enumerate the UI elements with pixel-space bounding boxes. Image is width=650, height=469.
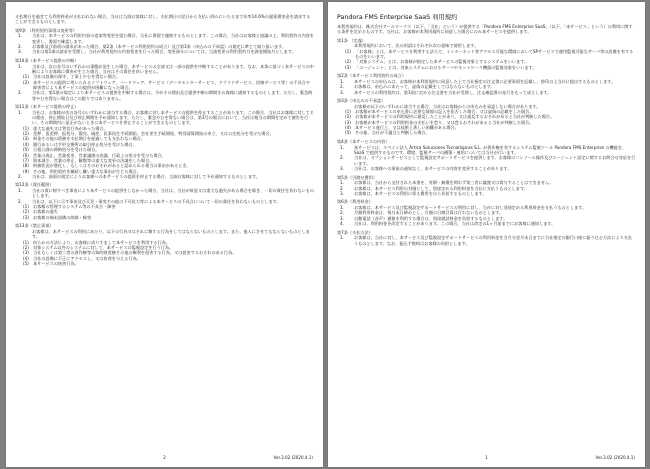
list-item-number: (5): [23, 261, 29, 267]
intro-text: 支払期日を過ぎても利用料金が支払われない場合、当社は当該お客様に対し、支払期日の翌日から支払い済みにいたるまで年率14.6%の遅延損害金を請求することができるものとします。: [15, 14, 311, 25]
paragraph-number: 1.: [18, 33, 22, 39]
list-item-number: (1): [23, 74, 29, 80]
page-body: [15, 14, 314, 449]
paragraph: [15, 229, 314, 240]
paragraph-text: お客様は、本サービス及び監視設定サポートサービスの利用に対し、当社に対し別途定める利用料金を支払うものとします。: [354, 205, 587, 211]
list-item-number: (5): [23, 147, 29, 153]
paragraph-text: 当社は、お客様が次の各号のいずれかに該当する場合、お客様に対し本サービスの提供を停止することがあります。この場合、当社はお客様に対してその理由、停止開始日及び停止期間を予め通知します。ただし、緊急やむを得ない場合は、第3号の場合において、当社は相当の期間を定めて催告を行い、その期間内に是正がないときに本サービスを停止することができるものとします。: [32, 109, 314, 126]
list-item-text: 銀行あるいは手形交換所の取引停止処分を受けた場合。: [33, 141, 137, 147]
list-item-text: お客様が本サービスの利用規約に違反したことがあり、又は違反するおそれがあると当社が判断した場合。: [355, 114, 555, 120]
paragraph-text: 当社は、第1項の規定により本サービスの提供を中断する場合は、予めその理由及び提供中断の期間をお客様に通知するものとします。ただし、緊急時等やむを得ない場合はこの限りではありません。: [32, 90, 313, 101]
paragraph-text: 本サービスの申込みは、お客様が本利用規約に同意した上で当社指定の注文書に必要事項を記載し、捺印の上当社に提出するものとします。: [354, 78, 616, 84]
paragraph-number: 1.: [340, 180, 344, 186]
paragraph-text: 自動電話（音声）通報を利用する場合は、別途通話料金を負担するものとします。: [354, 215, 508, 221]
page-footer: [328, 455, 645, 461]
paragraph-number: 2.: [18, 90, 22, 96]
paragraph-text: お客様及び前項の請求があった場合、第2条（本サービス利用契約の成立）及び第3条（申込みの不承認）の規定に準じて取り扱います。: [32, 44, 286, 50]
intro-text: 本利用規約は、株式会社アールワークス（以下、「当社」という）が提供する「Pandora FMS Enterprise SaaS」（以下、「本サービス」という）の利用に関する条件を定めるものです。当社は、お客様が本利用規約に同意した場合にのみ本サービスを提供します。: [337, 24, 633, 35]
article-section: [337, 98, 636, 136]
list-item-text: お客様の過失: [33, 209, 58, 215]
paragraph-text: お客様は、本サービスの利用に係る費用を自ら負担するものとします。: [354, 190, 487, 196]
list-item-number: (8): [23, 163, 29, 169]
paragraph-text: 本サービスは、スペイン法人 Ártica Soluciones Tecnológicas S.L. が著作権を有するシステム監視ツール Pandora FMS Enterprise の機能を、SaaS で提供するものです。環境、監視サーバの構築・運用については当社が行います。: [354, 144, 627, 155]
list-item-text: その他、当社が不適当と判断した場合。: [355, 130, 430, 136]
list-item-text: 資本減少、営業の停止、解散等の重大な変更の決議をした場合。: [33, 157, 154, 163]
list-item-text: 重大な過失又は背信行為があった場合。: [33, 125, 108, 131]
article-heading: 第12条（責任範囲）: [15, 182, 54, 188]
list-item-number: (1): [23, 239, 29, 245]
list-item-number: (1): [345, 48, 351, 54]
list-item-number: (7): [23, 157, 29, 163]
paragraph-number: 3.: [340, 190, 344, 196]
list-item-text: 差押、仮差押、仮処分、競売、破産、民事再生手続開始、会社更生手続開始、特別清算開始の申立、又は公売処分を受けた場合。: [33, 131, 274, 137]
list-item-number: (1): [23, 204, 29, 210]
list-item-number: (2): [23, 131, 29, 137]
list-item-text: お客様が本サービスの申込書に必要な情報の記入を拒否した場合、又は虚偽の記載をした場合。: [355, 109, 534, 115]
paragraph-text: お客様が以下のいずれかに該当する場合、当社はお客様からの申込みを承認しない場合があります。: [354, 103, 541, 109]
list-item-text: 料金その他の債務を支払期日を経過しても支払わない場合。: [33, 136, 146, 142]
list-item-text: 何らかの方法により、お客様に成りすまして本サービスを利用する行為。: [33, 239, 170, 245]
list-item-text: 本サービス遂行上、又は技術上著しい困難がある場合。: [355, 125, 459, 131]
paragraph-text: 当社は、お客様への事前の通知なく、本サービスの内容を変更することがあります。: [354, 166, 512, 171]
list-item: [15, 215, 314, 220]
article-section: [337, 38, 636, 70]
article-heading: 第2条（本サービス利用契約の成立）: [337, 73, 407, 79]
list-item-number: (6): [23, 152, 29, 158]
list-item-number: (3): [23, 136, 29, 142]
article-heading: 第13条（禁止事項）: [15, 223, 54, 229]
paragraph-text: お客様は、当社から交付された本書を、有償・無償を問わず第三者に譲渡又は貸与することはできません。: [354, 180, 554, 186]
paragraph: [15, 49, 314, 54]
list-item-text: お客様が本サービスの利用料金の支払いを怠り、又は怠るおそれがあると当社が判断した場合。: [355, 119, 534, 125]
paragraph: [337, 221, 636, 226]
article-section: [337, 199, 636, 226]
article-heading: 第4条（本サービスの内容）: [337, 138, 390, 144]
list-item-number: (3): [345, 64, 351, 70]
article-section: [15, 104, 314, 179]
list-item-number: (4): [345, 125, 351, 131]
page-body: [337, 14, 636, 449]
list-item-number: (4): [23, 141, 29, 147]
paragraph-number: 2.: [18, 173, 22, 179]
document-page-1: [328, 2, 645, 467]
paragraph-number: 3.: [340, 166, 344, 171]
paragraph: [337, 90, 636, 95]
list-item: [15, 80, 314, 91]
list-item-number: (4): [23, 255, 29, 261]
paragraph: [15, 33, 314, 44]
paragraph-text: 当社は、以下に示す事由及び天災・事変その他の不可抗力等による本サービスの不具合について一切の責任を負わないものとします。: [32, 198, 281, 204]
article-heading: 第9条 （利用契約事項の変更等）: [15, 27, 78, 33]
paragraph-text: 当社の責に帰すべき事由により本サービスの提供をしなかった場合、当社は、当社が故意又は重大な過失がある場合を除き、一切の責任を負わないものとします。: [32, 188, 314, 199]
list-item-text: 営業の廃止、営業変更、営業譲渡の決議、行政上の処分を受けた場合。: [33, 152, 166, 158]
paragraph-number: 2.: [340, 185, 344, 191]
paragraph: [337, 166, 636, 171]
list-item-text: 「お客様」とは、本サービスを利用する法人で、インターネット等アクセス可能な環境においてSPサービスで運用監視可能なサーバ等の設備を有するものをいいます。: [355, 48, 634, 60]
paragraph-number: 1.: [340, 235, 344, 241]
list-item-number: (3): [345, 119, 351, 125]
list-item-text: お客様の管理するシステム等の不具合・障害: [33, 204, 116, 210]
list-item-number: (2): [23, 209, 29, 215]
list-item-number: (5): [345, 130, 351, 136]
paragraph: [15, 90, 314, 101]
paragraph-number: 2.: [18, 198, 22, 204]
article-list: [15, 28, 314, 267]
list-item-text: 財務状況が悪化し、もしくはそのおそれがあると認められる相当の事由があるとき。: [33, 163, 191, 169]
paragraph: [15, 188, 314, 199]
list-item-number: (2): [345, 59, 351, 65]
paragraph-text: お客様は、本サービスの利用にあたり、以下の行為又はそれに類する行為をしてはならないものとします。また、他人にさせてもならないものとします。: [32, 228, 310, 240]
document-page-2: [6, 2, 323, 467]
list-item-number: (2): [345, 114, 351, 120]
paragraph-text: 月額利用料金は、毎月末日締めとし、月額の日割計算は行わないものとします。: [354, 210, 504, 216]
paragraph-text: 当社は、前項の規定によりお客様への本サービスの提供を停止する場合、当該お客様に対して予め通知するものとします。: [32, 173, 260, 179]
paragraph-text: 当社は、利用料金を改定することがあります。この場合、当社は改定の1ヶ月前までにお客様に通知します。: [354, 221, 556, 227]
article-heading: 第10条（本サービス提供の中断）: [15, 57, 79, 63]
list-item-text: 本サービスの妨害行為。: [33, 261, 79, 267]
list-item-number: (3): [23, 214, 29, 220]
paragraph-number: 2.: [340, 210, 344, 216]
article-list: [337, 38, 636, 246]
article-section: [337, 175, 636, 197]
paragraph-text: 本利用規約において、次の用語はそれぞれ次の意味で使用します。: [354, 43, 479, 49]
paragraph-number: 2.: [340, 155, 344, 161]
paragraph-text: お客様は、本サービス利用の対価として、別途定める利用料金を当社に支払うものとします。: [354, 185, 528, 191]
paragraph-number: 4.: [340, 221, 344, 227]
article-heading: 第5条（引渡せ費用）: [337, 174, 377, 180]
list-item-text: お客様の端末設備の故障・障害: [33, 214, 92, 220]
paragraph-number: 1.: [340, 78, 344, 84]
paragraph-text: お客様は、申込みにあたって、虚偽の記載をしてはならないものとします。: [354, 84, 495, 90]
paragraph-text: 当社は第1項の請求を受理し、当社が利用契約の内容変更を行った場合、変更部分については、当該変更の利用契約月を課金開始月とします。: [32, 49, 296, 55]
page-number: 2: [163, 455, 166, 460]
list-item-number: (2): [23, 79, 29, 85]
article-heading: 第3条（申込みの不承認）: [337, 98, 386, 104]
page-footer: [6, 455, 323, 461]
list-item: [337, 65, 636, 70]
version-label: Ver.3.02 (2020.4.1): [273, 455, 313, 460]
article-section: [337, 139, 636, 171]
paragraph-text: 当社は、本サービスの利用内容の追加等変更を望む場合、当社に書面で連絡するものとします。この場合、当社はお客様と協議の上、利用契約の内容を変更し、書面で確認します。: [32, 33, 314, 44]
list-item-text: 対象システム以外のシステムに対して、本サービスの監視設定を行う行為。: [33, 244, 174, 250]
document-title: Pandora FMS Enterprise SaaS 利用規約: [337, 14, 458, 21]
list-item-number: (1): [23, 125, 29, 131]
list-item-number: (3): [23, 250, 29, 256]
paragraph-text: 本サービスの利用契約は、第1項に定める注文書を当社が受理し、注文確認書の発行をもって成立します。: [354, 89, 552, 95]
paragraph-number: 2.: [340, 84, 344, 90]
article-heading: 第1条 （定義）: [337, 37, 366, 43]
paragraph: [15, 174, 314, 179]
article-heading: 第7条（支払方法）: [337, 229, 373, 235]
list-item-number: (1): [345, 109, 351, 115]
paragraph-number: [15, 229, 32, 240]
paragraph-number: 2.: [18, 44, 22, 50]
article-section: [337, 230, 636, 246]
list-item-number: (9): [23, 168, 29, 174]
version-label: Ver.3.02 (2020.4.1): [595, 455, 635, 460]
article-heading: 第11条（本サービス提供の停止）: [15, 104, 79, 110]
page-number: 1: [485, 455, 488, 460]
paragraph: [337, 155, 636, 166]
paragraph-number: 1.: [340, 144, 344, 150]
paragraph-number: 3.: [18, 49, 22, 55]
list-item-text: その他、利用契約を継続し難い重大な事由が生じた場合。: [33, 168, 141, 174]
paragraph-number: 3.: [340, 215, 344, 221]
paragraph: [15, 110, 314, 126]
list-item: [15, 261, 314, 266]
article-section: [15, 223, 314, 266]
paragraph-number: 3.: [340, 89, 344, 95]
article-section: [15, 28, 314, 55]
paragraph-text: 当社は、オプションサービスとして監視設定サポートサービスを提供します。お客様のコンソール操作及びエージェント設定に関するお問合せ対応を行います。: [354, 155, 636, 166]
list-item-text: 当社の設備に不正にアクセスし、又は負荷を与える行為。: [33, 255, 141, 261]
paragraph-number: 1.: [18, 109, 22, 115]
list-item-text: 公租公課の滞納処分を受けた場合。: [33, 147, 100, 153]
list-item-text: 本サービスの提供に用いられるソフトウェア、ハードウェア、サービス（データセンターサービス、クラウドサービス、回線サービス等）の不具合や障害等により本サービスの提供が困難になった場合。: [33, 79, 311, 90]
paragraph: [337, 145, 636, 156]
list-item: [337, 49, 636, 60]
list-item-text: 「対象システム」とは、お客様が指定した本サービスの監視対象とするシステムをいいます。: [355, 59, 529, 65]
list-item-text: 当社もしくは第三者の著作権等の知的財産権その他の権利を侵害する行為、又は侵害するおそれのある行為。: [33, 250, 237, 256]
article-section: [337, 73, 636, 95]
list-item-text: 当社の設備の保守、工事上やむを得ない場合。: [33, 74, 121, 80]
paragraph-number: 1.: [340, 205, 344, 211]
paragraph-text: 当社は、次の各号のいずれかの事態が発生した場合、本サービスの全部又は一部の提供を中断することがあります。なお、本条に基づく本サービスの中断によりお客様に損害が生じた場合、当社はその責任を負いません。: [32, 63, 314, 74]
article-section: [15, 58, 314, 101]
list-item-text: 「エージェント」とは、対象システムにおけるサーバやネットワーク機器の監視対象をいいます。: [355, 64, 537, 70]
list-item-number: (2): [23, 244, 29, 250]
paragraph-number: 1.: [18, 63, 22, 69]
paragraph: [15, 64, 314, 75]
article-heading: 第6条（利用料金）: [337, 199, 373, 205]
list-item: [337, 130, 636, 135]
paragraph: [337, 235, 636, 246]
article-section: [15, 182, 314, 220]
paragraph: [337, 191, 636, 196]
paragraph-text: お客様は、当社に対し、本サービス及び監視設定サポートサービスの利用料金を当月分翌月末日までに当社指定の銀行口座に振り込む方法により支払うものとします。なお、振込手数料はお客様の負担とします。: [354, 235, 633, 246]
paragraph-number: 1.: [18, 188, 22, 194]
